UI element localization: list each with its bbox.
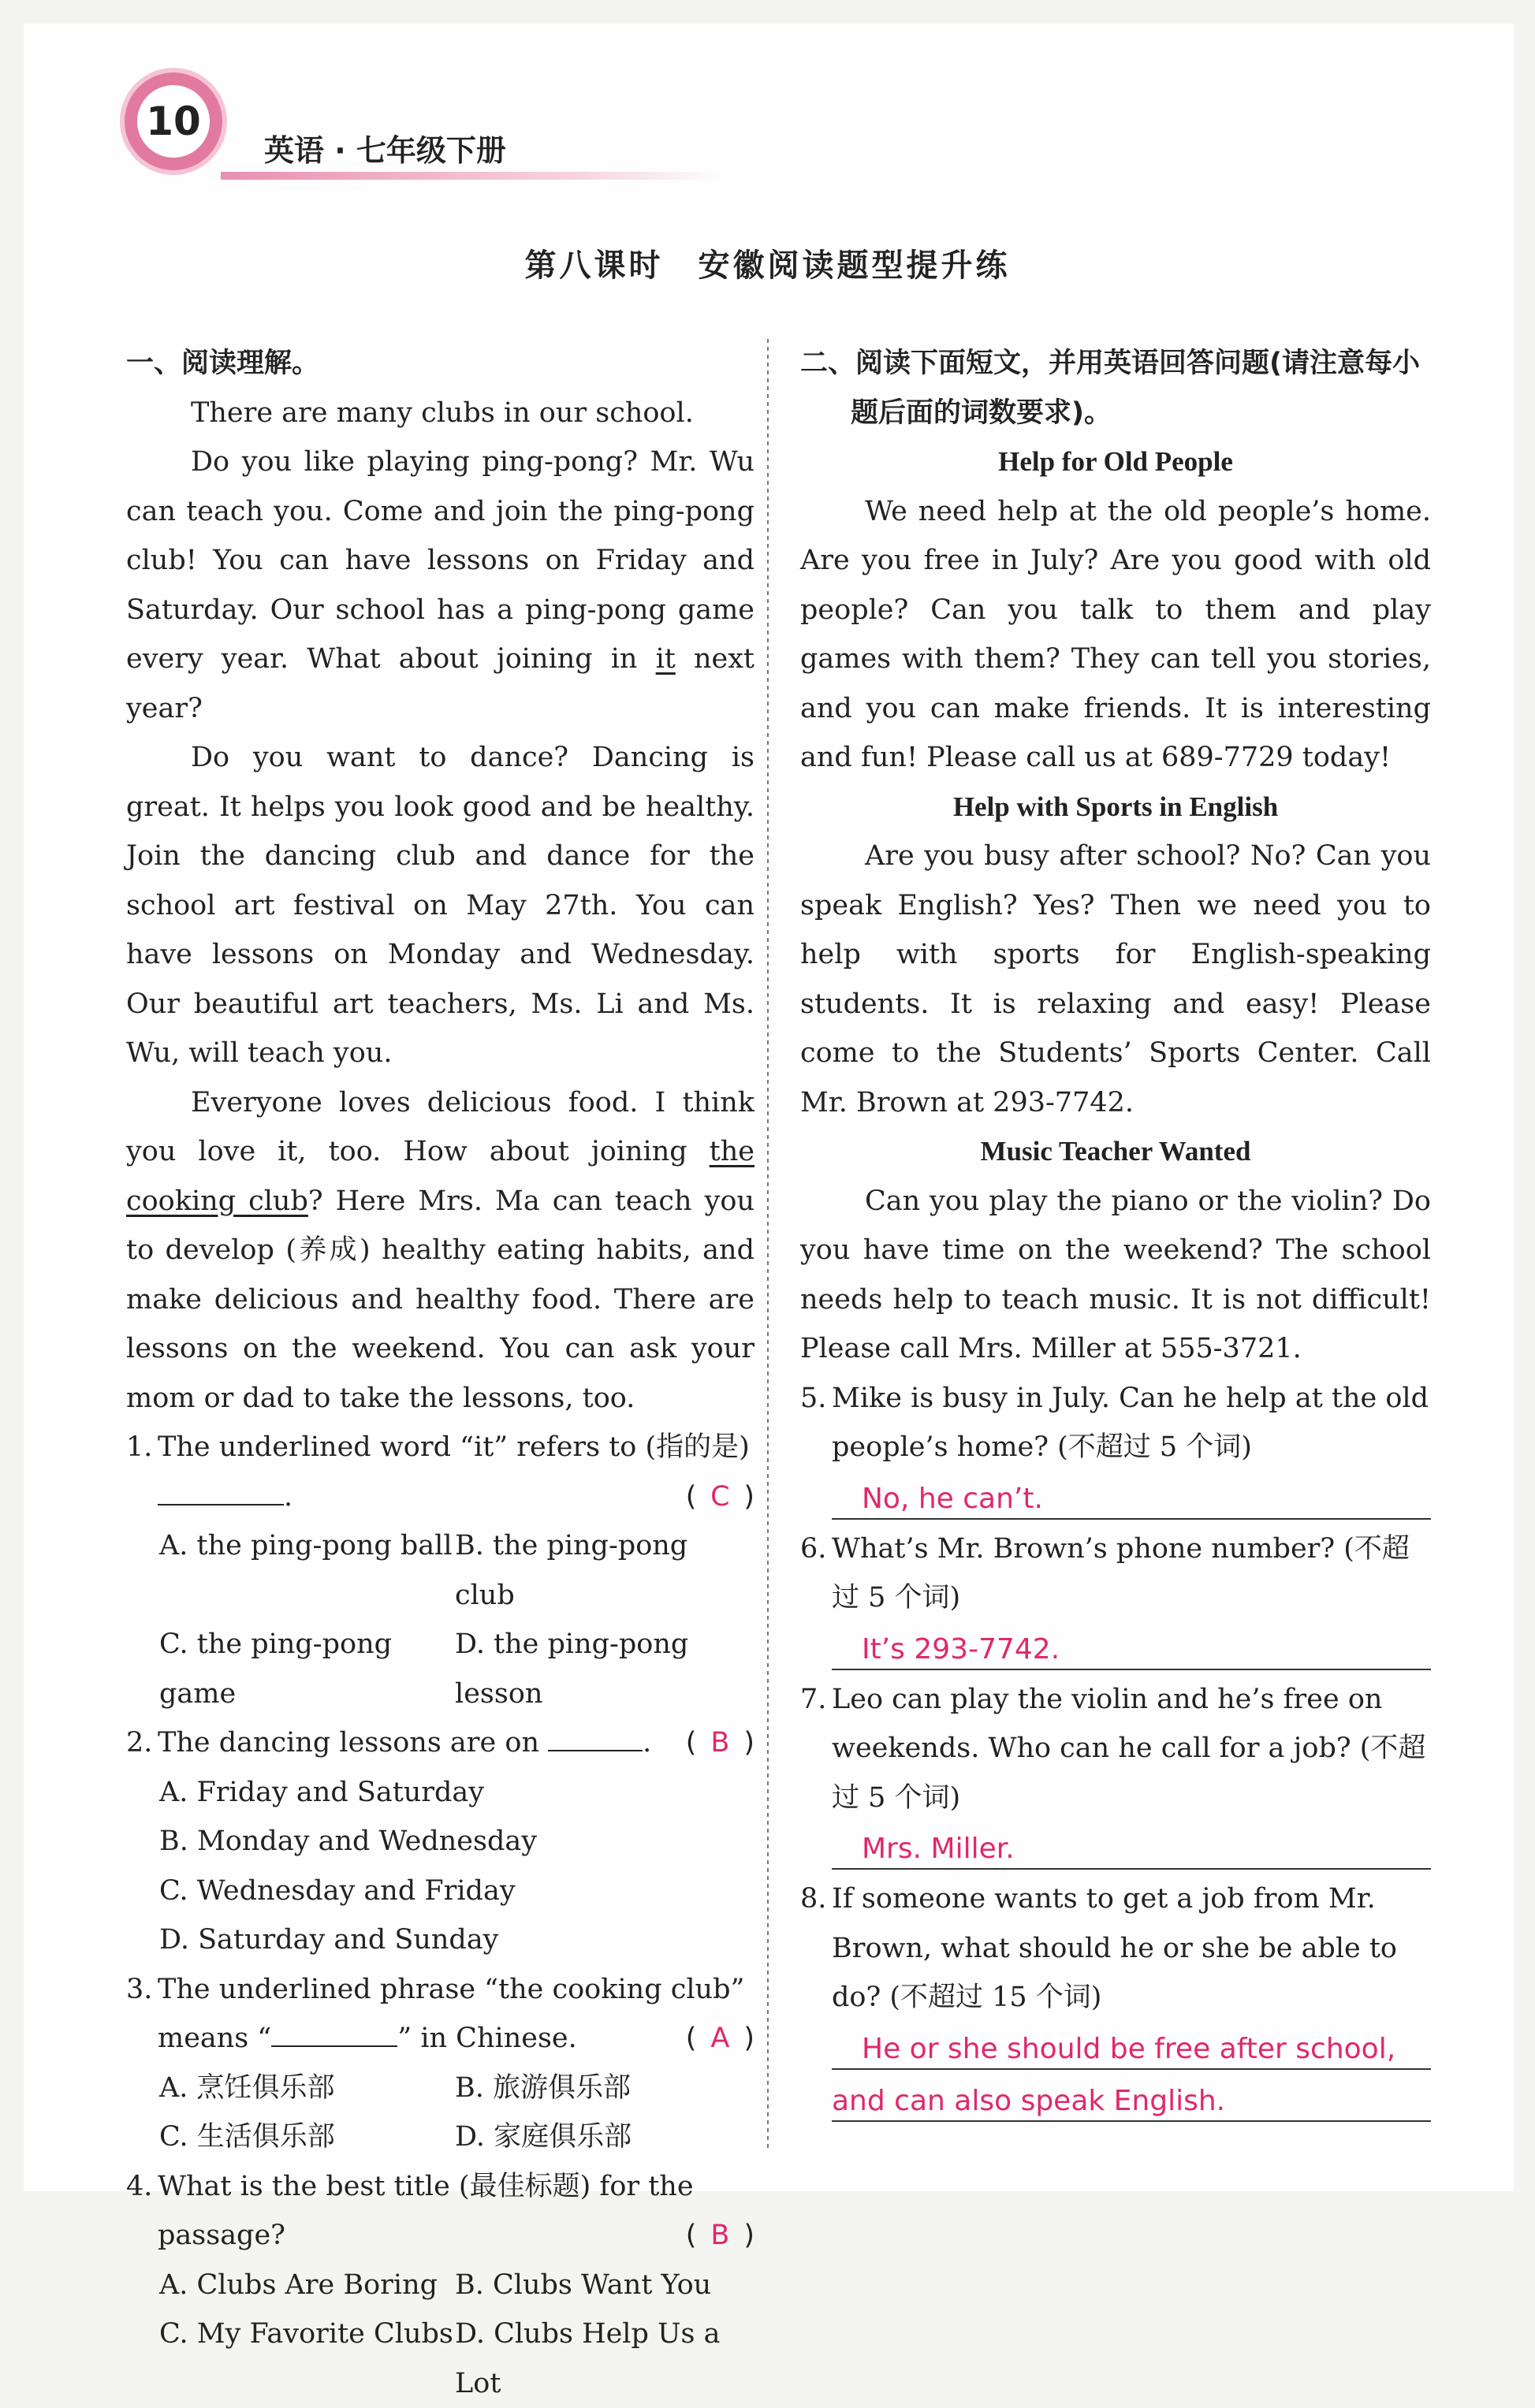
options bbox=[126, 2261, 754, 2408]
answer-letter: B bbox=[696, 2211, 743, 2261]
answer-bracket: ( B ) bbox=[686, 2211, 754, 2261]
option[interactable]: B. 旅游俱乐部 bbox=[455, 2064, 754, 2113]
option[interactable]: C. My Favorite Clubs bbox=[159, 2309, 455, 2408]
option[interactable]: A. the ping-pong ball bbox=[159, 1521, 455, 1620]
answer-letter: B bbox=[696, 1718, 743, 1768]
section-title-reading: 一、阅读理解。 bbox=[126, 339, 754, 389]
passage-paragraph: Do you like playing ping-pong? Mr. Wu can teach you. Come and join the ping-pong club! You can have lessons on Friday and Saturday. Our school has a ping-pong game every year. What about joining in it next year? bbox=[126, 437, 754, 733]
option[interactable]: D. Clubs Help Us a Lot bbox=[455, 2309, 754, 2408]
question-3: 3. The underlined phrase “the cooking club” means “ ” in Chinese. ( A ) bbox=[126, 1965, 754, 2064]
fill-blank[interactable] bbox=[158, 1477, 284, 1505]
option[interactable]: D. the ping-pong lesson bbox=[455, 1620, 754, 1718]
handwritten-answer: It’s 293-7742. bbox=[862, 1632, 1060, 1667]
ad-body: Can you play the piano or the violin? Do you have time on the weekend? The school needs help to teach music. It is not difficult! Please call Mrs. Miller at 555-3721. bbox=[800, 1177, 1431, 1374]
question-8: 8. If someone wants to get a job from Mr. Brown, what should he or she be able to do? (不超过 15 个词) bbox=[800, 1874, 1431, 2023]
question-5: 5. Mike is busy in July. Can he help at the old people’s home? (不超过 5 个词) bbox=[800, 1374, 1431, 1472]
option[interactable]: B. Clubs Want You bbox=[455, 2261, 754, 2310]
option[interactable]: C. 生活俱乐部 bbox=[159, 2112, 455, 2162]
underlined-word: it bbox=[656, 643, 676, 675]
option[interactable]: C. the ping-pong game bbox=[159, 1620, 455, 1718]
ad-title: Help for Old People bbox=[800, 437, 1431, 487]
option[interactable]: B. the ping-pong club bbox=[455, 1521, 754, 1620]
ad-body: Are you busy after school? No? Can you speak English? Yes? Then we need you to help with sports for English-speaking students. It is relaxing and easy! Please come to the Students’ Sports Center. Call Mr. Brown at 293-7742. bbox=[800, 832, 1431, 1127]
book-title: 英语 · 七年级下册 bbox=[264, 126, 506, 169]
ad-title: Help with Sports in English bbox=[800, 783, 1431, 832]
question-6: 6. What’s Mr. Brown’s phone number? (不超过 5 个词) bbox=[800, 1524, 1431, 1623]
handwritten-answer: and can also speak English. bbox=[832, 2084, 1225, 2119]
section-title-questions: 二、阅读下面短文，并用英语回答问题(请注意每小题后面的词数要求)。 bbox=[800, 339, 1431, 437]
question-1: 1. The underlined word “it” refers to (指的是) . ( C ) bbox=[126, 1423, 754, 1521]
options bbox=[126, 1521, 754, 1718]
column-divider bbox=[767, 339, 769, 2152]
passage-paragraph: There are many clubs in our school. bbox=[126, 389, 754, 438]
answer-bracket: ( C ) bbox=[686, 1472, 754, 1522]
handwritten-answer: Mrs. Miller. bbox=[862, 1832, 1015, 1866]
fill-blank[interactable] bbox=[271, 2019, 397, 2047]
passage-paragraph: Do you want to dance? Dancing is great. It helps you look good and be healthy. Join the dancing club and dance for the school art festival on May 27th. You can have lessons on Monday and Wednesday. Our beautiful art teachers, Ms. Li and Ms. Wu, will teach you. bbox=[126, 733, 754, 1078]
left-column bbox=[126, 339, 754, 2408]
option[interactable]: D. Saturday and Sunday bbox=[126, 1915, 754, 1965]
question-7: 7. Leo can play the violin and he’s free on weekends. Who can he call for a job? (不超过 5 个词) bbox=[800, 1675, 1431, 1823]
answer-bracket: ( B ) bbox=[686, 1718, 754, 1768]
underlined-phrase: the cooking club bbox=[126, 1136, 754, 1217]
option[interactable]: A. 烹饪俱乐部 bbox=[159, 2064, 455, 2113]
answer-letter: C bbox=[696, 1472, 743, 1522]
answer-line[interactable] bbox=[832, 1623, 1431, 1670]
lesson-title: 第八课时 安徽阅读题型提升练 bbox=[0, 240, 1535, 285]
handwritten-answer: No, he can’t. bbox=[862, 1482, 1043, 1517]
option[interactable]: C. Wednesday and Friday bbox=[126, 1866, 754, 1916]
right-column bbox=[800, 339, 1431, 2127]
option[interactable]: A. Friday and Saturday bbox=[126, 1768, 754, 1818]
option[interactable]: A. Clubs Are Boring bbox=[159, 2261, 455, 2310]
question-4: 4. What is the best title (最佳标题) for the passage? ( B ) bbox=[126, 2162, 754, 2261]
ad-title: Music Teacher Wanted bbox=[800, 1127, 1431, 1177]
page-number-badge bbox=[125, 73, 222, 170]
fill-blank[interactable] bbox=[548, 1723, 643, 1751]
answer-line[interactable] bbox=[832, 1472, 1431, 1520]
passage-paragraph: Everyone loves delicious food. I think you love it, too. How about joining the cooking club? Here Mrs. Ma can teach you to develop (养成) healthy eating habits, and make delicious and healthy food. There are lessons on the weekend. You can ask your mom or dad to take the lessons, too. bbox=[126, 1078, 754, 1424]
answer-line[interactable] bbox=[832, 1822, 1431, 1870]
handwritten-answer: He or she should be free after school, bbox=[862, 2032, 1395, 2067]
question-2: 2. The dancing lessons are on . ( B ) bbox=[126, 1718, 754, 1768]
option[interactable]: D. 家庭俱乐部 bbox=[455, 2112, 754, 2162]
ad-body: We need help at the old people’s home. Are you free in July? Are you good with old people? Can you talk to them and play games with them? They can tell you stories, and you can make friends. It is interesting and fun! Please call us at 689-7729 today! bbox=[800, 487, 1431, 783]
answer-line[interactable] bbox=[832, 2075, 1431, 2122]
page-number: 10 bbox=[137, 85, 210, 158]
answer-bracket: ( A ) bbox=[686, 2014, 754, 2064]
answer-letter: A bbox=[696, 2014, 743, 2064]
header-underline bbox=[221, 172, 725, 180]
options bbox=[126, 2064, 754, 2162]
option[interactable]: B. Monday and Wednesday bbox=[126, 1817, 754, 1866]
answer-line[interactable] bbox=[832, 2023, 1431, 2070]
